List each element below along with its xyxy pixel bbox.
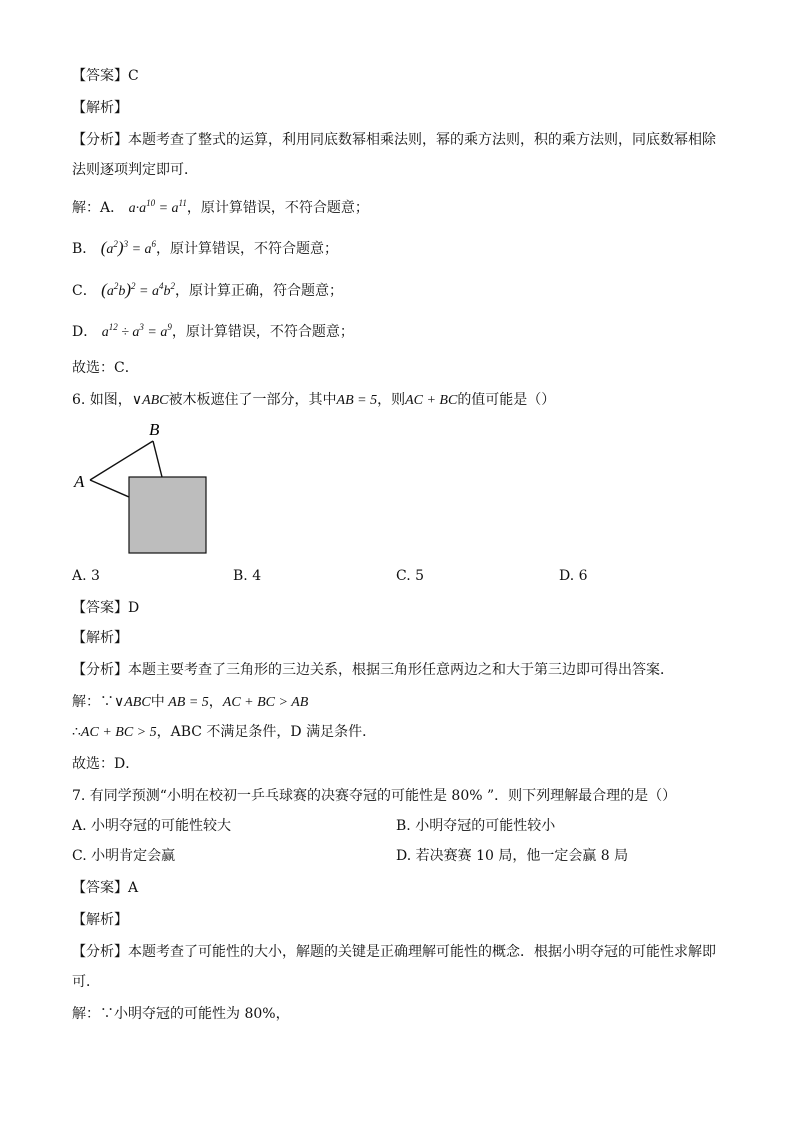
q6-sol-sep: ，	[208, 694, 223, 710]
q5-option-b-solution	[72, 238, 338, 260]
q7-analysis-heading: 【解析】	[72, 912, 128, 928]
q7-option-d: D. 若决赛赛 10 局，他一定会赢 8 局	[396, 848, 629, 864]
q5-c-formula: $(a^2b)^2 = a^4b^2$	[101, 280, 175, 299]
label-a: A	[74, 472, 85, 491]
q6-solution-line-2	[72, 722, 376, 743]
q5-a-formula: $a\cdot a^{10} = a^{11}$	[128, 198, 187, 216]
q6-option-d: D. 6	[559, 568, 588, 584]
q6-option-c: C. 5	[396, 568, 425, 584]
q5-analysis-text-2: 法则逐项判定即可．	[72, 162, 198, 178]
q6-stem-part-3: ，则	[377, 392, 406, 408]
q7-analysis-text-2: 可．	[72, 974, 100, 990]
q7-option-a: A. 小明夺冠的可能性较大	[72, 818, 232, 834]
q5-c-prefix: C．	[72, 283, 97, 299]
q6-answer: 【答案】D	[72, 600, 140, 616]
label-b: B	[149, 420, 160, 439]
q5-conclusion: 故选：C．	[72, 360, 139, 376]
q6-ac-plus-bc: AC + BC	[405, 393, 458, 408]
q5-a-prefix: 解：A．	[72, 200, 125, 216]
q6-sol-inequality: AC + BC > AB	[222, 695, 309, 710]
q6-sol-ab: AB = 5	[164, 695, 209, 710]
q6-sol2-inequality: AC + BC > 5	[80, 725, 157, 740]
q5-option-d-solution	[72, 322, 354, 343]
q5-b-tail: ，原计算错误，不符合题意；	[156, 241, 339, 257]
q7-answer: 【答案】A	[72, 880, 139, 896]
q6-ab-equals-5: AB = 5	[336, 393, 378, 408]
q6-option-b: B. 4	[233, 568, 262, 584]
q5-option-c-solution	[72, 280, 343, 302]
q6-figure	[70, 420, 220, 560]
q6-sol2-prefix: ∴	[72, 724, 81, 740]
wooden-board	[129, 477, 206, 553]
q5-option-a-solution	[72, 198, 369, 219]
q6-stem-part-2: 被木板遮住了一部分，其中	[168, 392, 337, 408]
q6-stem	[72, 390, 555, 411]
q6-stem-part-4: 的值可能是（）	[457, 392, 556, 408]
q6-sol-mid: 中	[150, 694, 165, 710]
q5-c-tail: ，原计算正确，符合题意；	[174, 283, 343, 299]
q5-analysis-heading: 【解析】	[72, 100, 128, 116]
q6-stem-part-1: 6. 如图，	[72, 392, 132, 408]
q7-solution: 解：∵小明夺冠的可能性为 80%，	[72, 1006, 290, 1022]
q6-sol-triangle: ∨ABC	[114, 695, 151, 710]
q5-d-tail: ，原计算错误，不符合题意；	[171, 324, 354, 340]
q7-analysis-text-1: 【分析】本题考查了可能性的大小，解题的关键是正确理解可能性的概念．根据小明夺冠的可能性求解即	[72, 944, 716, 960]
q6-option-a: A. 3	[72, 568, 100, 584]
q6-triangle-abc: ∨ABC	[131, 393, 169, 408]
q7-stem: 7. 有同学预测“小明在校初一乒乓球赛的决赛夺冠的可能性是 80% ”．则下列理解最合理的是（）	[72, 788, 677, 804]
q6-sol-prefix: 解：∵	[72, 694, 114, 710]
segment-ab	[90, 441, 153, 480]
q6-solution-line-1	[72, 692, 308, 713]
q7-option-b: B. 小明夺冠的可能性较小	[396, 818, 556, 834]
q5-b-prefix: B．	[72, 241, 97, 257]
q5-a-tail: ，原计算错误，不符合题意；	[186, 200, 369, 216]
q6-conclusion: 故选：D．	[72, 756, 140, 772]
segment-b-to-board	[153, 441, 162, 477]
q5-answer: 【答案】C	[72, 68, 139, 84]
q6-analysis-heading: 【解析】	[72, 630, 128, 646]
q6-analysis-text: 【分析】本题主要考查了三角形的三边关系，根据三角形任意两边之和大于第三边即可得出答案．	[72, 662, 674, 678]
q5-d-prefix: D．	[72, 324, 98, 340]
q6-sol2-tail: ，ABC 不满足条件，D 满足条件．	[156, 724, 377, 740]
q5-analysis-text-1: 【分析】本题考查了整式的运算，利用同底数幂相乘法则，幂的乘方法则，积的乘方法则，同底数幂相除	[72, 132, 716, 148]
q7-option-c: C. 小明肯定会赢	[72, 848, 176, 864]
segment-a-to-board	[90, 480, 129, 497]
q5-d-formula: $a^{12} \div a^3 = a^9$	[101, 322, 172, 340]
q5-b-formula: $(a^2)^3 = a^6$	[100, 238, 157, 257]
